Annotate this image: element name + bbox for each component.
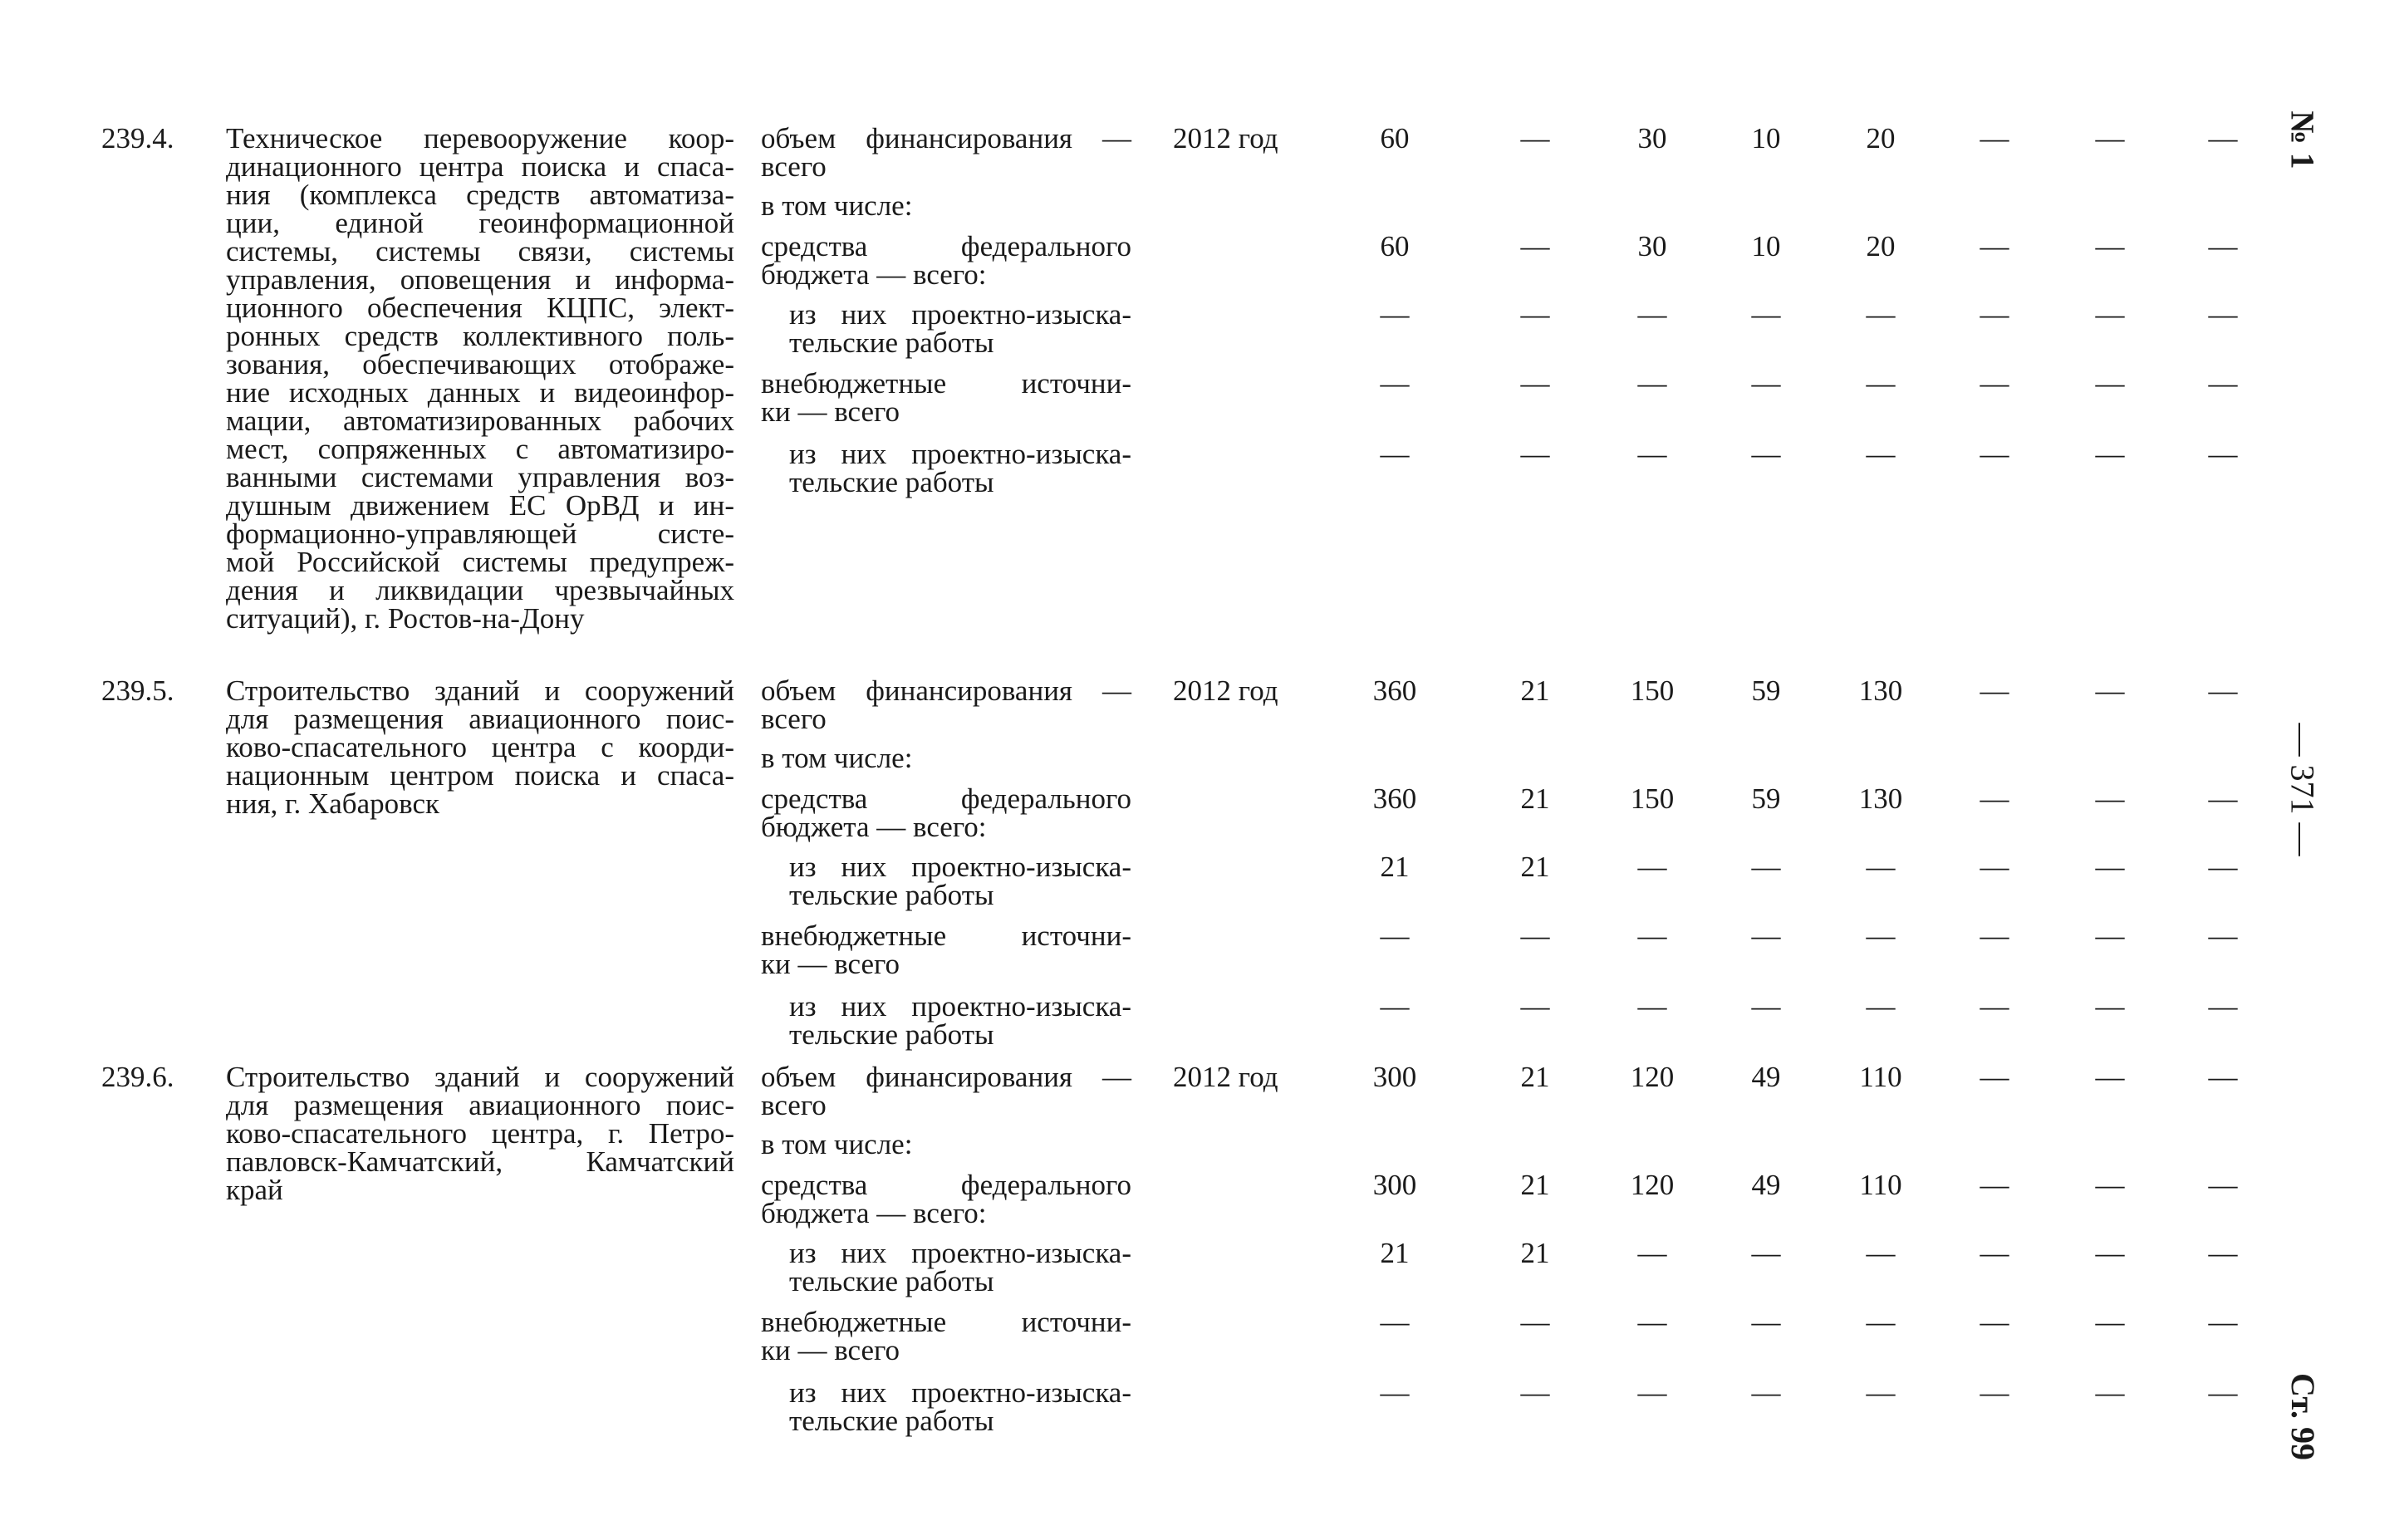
value-cell-c7: — — [2208, 990, 2238, 1023]
value-cell-total: — — [1380, 298, 1410, 331]
value-cell-c4: 110 — [1859, 1169, 1902, 1201]
value-cell-c7: — — [2208, 1169, 2238, 1201]
value-cell-c6: — — [2095, 782, 2125, 815]
value-cell-c3: 59 — [1751, 674, 1781, 707]
value-cell-c2: — — [1637, 1376, 1667, 1409]
description-line: системы, системы связи, системы — [226, 235, 734, 267]
funding-row-label — [789, 853, 1131, 910]
value-cell-c3: — — [1751, 367, 1781, 400]
value-cell-c5: — — [1980, 920, 2009, 952]
value-cell-c7: — — [2208, 438, 2238, 470]
entry-number: 239.4. — [101, 122, 174, 154]
value-cell-c7: — — [2208, 1376, 2238, 1409]
value-cell-c1: 21 — [1520, 851, 1550, 883]
entry-description — [226, 674, 734, 820]
description-line: край — [226, 1174, 283, 1206]
value-cell-c3: — — [1751, 920, 1781, 952]
label-line: ки — всего — [761, 1334, 900, 1366]
label-line: из них проектно-изыска- — [789, 298, 1131, 331]
value-cell-c4: — — [1866, 920, 1896, 952]
value-cell-c7: — — [2208, 367, 2238, 400]
value-cell-total: — — [1380, 990, 1410, 1023]
value-cell-total: 300 — [1372, 1061, 1417, 1093]
value-cell-c1: — — [1520, 1376, 1550, 1409]
value-cell-c2: 120 — [1630, 1061, 1675, 1093]
label-line: ки — всего — [761, 395, 900, 428]
value-cell-c2: — — [1637, 438, 1667, 470]
funding-row-label — [789, 990, 1131, 1051]
value-cell-c3: 10 — [1751, 122, 1781, 154]
description-line: ционного обеспечения КЦПС, элект- — [226, 292, 734, 324]
label-line: бюджета — всего: — [761, 258, 987, 291]
value-cell-c2: — — [1637, 851, 1667, 883]
value-cell-c4: 110 — [1859, 1061, 1902, 1093]
entry-number: 239.6. — [101, 1061, 174, 1093]
value-cell-c1: — — [1520, 122, 1550, 154]
funding-row-label — [761, 674, 1131, 735]
value-cell-c7: — — [2208, 1306, 2238, 1338]
value-cell-c3: — — [1751, 438, 1781, 470]
value-cell-c6: — — [2095, 920, 2125, 952]
description-line: Техническое перевооружение коор- — [226, 122, 734, 154]
label-line: средства федерального — [761, 782, 1131, 815]
label-line: средства федерального — [761, 230, 1131, 262]
value-cell-total: 360 — [1372, 674, 1417, 707]
value-cell-total: 360 — [1372, 782, 1417, 815]
description-line: ситуаций), г. Ростов-на-Дону — [226, 602, 585, 635]
funding-row-label — [761, 744, 1131, 772]
value-cell-c4: 20 — [1866, 230, 1896, 262]
value-cell-c3: — — [1751, 1237, 1781, 1269]
value-cell-c5: — — [1980, 230, 2009, 262]
value-cell-c5: — — [1980, 1237, 2009, 1269]
value-cell-c1: — — [1520, 438, 1550, 470]
description-line: ванными системами управления воз- — [226, 461, 734, 493]
value-cell-c5: — — [1980, 1169, 2009, 1201]
entry-number: 239.5. — [101, 674, 174, 707]
value-cell-c3: — — [1751, 851, 1781, 883]
label-line: из них проектно-изыска- — [789, 851, 1131, 883]
value-cell-c5: — — [1980, 1061, 2009, 1093]
description-line: ронных средств коллективного поль- — [226, 320, 734, 352]
value-cell-c6: — — [2095, 1237, 2125, 1269]
funding-row-label — [761, 1308, 1131, 1365]
value-cell-c6: — — [2095, 438, 2125, 470]
value-cell-c6: — — [2095, 674, 2125, 707]
value-cell-c1: 21 — [1520, 1169, 1550, 1201]
value-cell-c3: — — [1751, 298, 1781, 331]
value-cell-c4: — — [1866, 1237, 1896, 1269]
description-line: национным центром поиска и спаса- — [226, 759, 734, 792]
value-cell-c4: — — [1866, 1306, 1896, 1338]
description-line: Строительство зданий и сооружений — [226, 1061, 734, 1093]
value-cell-c7: — — [2208, 298, 2238, 331]
label-line: бюджета — всего: — [761, 811, 987, 843]
funding-row-label — [789, 1376, 1131, 1437]
value-cell-c6: — — [2095, 1061, 2125, 1093]
value-cell-c7: — — [2208, 851, 2238, 883]
value-cell-c1: 21 — [1520, 782, 1550, 815]
label-line: всего — [761, 703, 827, 735]
funding-row-label — [761, 122, 1131, 183]
value-cell-c6: — — [2095, 1306, 2125, 1338]
value-cell-total: — — [1380, 920, 1410, 952]
value-cell-c6: — — [2095, 230, 2125, 262]
value-cell-c5: — — [1980, 782, 2009, 815]
funding-row-label — [761, 1063, 1131, 1120]
issue-number: № 1 — [2284, 110, 2322, 169]
funding-row-label — [789, 1239, 1131, 1296]
label-line: из них проектно-изыска- — [789, 990, 1131, 1023]
value-cell-total: — — [1380, 1306, 1410, 1338]
value-cell-c1: — — [1520, 230, 1550, 262]
value-cell-c2: — — [1637, 298, 1667, 331]
value-cell-c2: — — [1637, 1306, 1667, 1338]
value-cell-c5: — — [1980, 674, 2009, 707]
value-cell-c2: 150 — [1630, 782, 1675, 815]
value-cell-total: — — [1380, 1376, 1410, 1409]
value-cell-c6: — — [2095, 367, 2125, 400]
label-line: бюджета — всего: — [761, 1197, 987, 1229]
funding-row-label — [789, 298, 1131, 359]
funding-row-label — [761, 189, 1131, 222]
value-cell-c4: — — [1866, 851, 1896, 883]
value-cell-total: — — [1380, 367, 1410, 400]
label-line: в том числе: — [761, 742, 913, 774]
description-line: ние исходных данных и видеоинфор- — [226, 376, 734, 409]
label-line: тельские работы — [789, 326, 994, 359]
funding-row-label — [789, 440, 1131, 497]
description-line: мест, сопряженных с автоматизиро- — [226, 433, 734, 465]
description-line: ния, г. Хабаровск — [226, 787, 439, 820]
description-line: формационно-управляющей систе- — [226, 517, 734, 550]
value-cell-c2: 30 — [1637, 230, 1667, 262]
label-line: из них проектно-изыска- — [789, 1376, 1131, 1409]
value-cell-c6: — — [2095, 1169, 2125, 1201]
label-line: тельские работы — [789, 1405, 994, 1437]
value-cell-c1: 21 — [1520, 1061, 1550, 1093]
label-line: тельские работы — [789, 1018, 994, 1051]
description-line: управления, оповещения и информа- — [226, 263, 734, 296]
label-line: из них проектно-изыска- — [789, 1237, 1131, 1269]
label-line: средства федерального — [761, 1169, 1131, 1201]
value-cell-c7: — — [2208, 782, 2238, 815]
value-cell-c7: — — [2208, 674, 2238, 707]
value-cell-c4: 20 — [1866, 122, 1896, 154]
value-cell-c5: — — [1980, 367, 2009, 400]
funding-row-label — [761, 367, 1131, 428]
value-cell-c3: 59 — [1751, 782, 1781, 815]
year-cell: 2012 год — [1173, 122, 1278, 154]
value-cell-c2: 150 — [1630, 674, 1675, 707]
value-cell-c5: — — [1980, 1306, 2009, 1338]
value-cell-c7: — — [2208, 230, 2238, 262]
entry-description — [226, 122, 734, 635]
value-cell-c1: 21 — [1520, 674, 1550, 707]
value-cell-c6: — — [2095, 1376, 2125, 1409]
label-line: внебюджетные источни- — [761, 367, 1131, 400]
description-line: динационного центра поиска и спаса- — [226, 150, 734, 183]
description-line: душным движением ЕС ОрВД и ин- — [226, 489, 734, 522]
year-cell: 2012 год — [1173, 1061, 1278, 1093]
label-line: в том числе: — [761, 189, 913, 222]
value-cell-c2: — — [1637, 367, 1667, 400]
description-line: зования, обеспечивающих отображе- — [226, 348, 734, 380]
value-cell-c5: — — [1980, 122, 2009, 154]
value-cell-c7: — — [2208, 122, 2238, 154]
value-cell-c1: — — [1520, 367, 1550, 400]
description-line: мой Российской системы предупреж- — [226, 546, 734, 578]
value-cell-c2: — — [1637, 990, 1667, 1023]
value-cell-c6: — — [2095, 990, 2125, 1023]
value-cell-c3: 49 — [1751, 1169, 1781, 1201]
value-cell-total: 60 — [1380, 122, 1410, 154]
value-cell-c4: — — [1866, 367, 1896, 400]
value-cell-c3: — — [1751, 990, 1781, 1023]
value-cell-c5: — — [1980, 298, 2009, 331]
value-cell-c2: 120 — [1630, 1169, 1675, 1201]
value-cell-c5: — — [1980, 1376, 2009, 1409]
description-line: для размещения авиационного поис- — [226, 703, 734, 735]
description-line: ции, единой геоинформационной — [226, 207, 734, 239]
value-cell-c4: — — [1866, 1376, 1896, 1409]
description-line: мации, автоматизированных рабочих — [226, 405, 734, 437]
year-cell: 2012 год — [1173, 674, 1278, 707]
value-cell-total: 60 — [1380, 230, 1410, 262]
label-line: ки — всего — [761, 948, 900, 980]
label-line: внебюджетные источни- — [761, 920, 1131, 952]
value-cell-c4: — — [1866, 990, 1896, 1023]
value-cell-total: — — [1380, 438, 1410, 470]
label-line: тельские работы — [789, 466, 994, 498]
description-line: ково-спасательного центра, г. Петро- — [226, 1117, 734, 1150]
value-cell-c3: — — [1751, 1306, 1781, 1338]
description-line: для размещения авиационного поис- — [226, 1089, 734, 1121]
value-cell-c4: — — [1866, 298, 1896, 331]
label-line: тельские работы — [789, 879, 994, 911]
value-cell-c5: — — [1980, 990, 2009, 1023]
value-cell-c6: — — [2095, 851, 2125, 883]
value-cell-c7: — — [2208, 920, 2238, 952]
description-line: павловск-Камчатский, Камчатский — [226, 1145, 734, 1178]
value-cell-c6: — — [2095, 122, 2125, 154]
label-line: объем финансирования — — [761, 122, 1131, 154]
value-cell-c7: — — [2208, 1237, 2238, 1269]
label-line: из них проектно-изыска- — [789, 438, 1131, 470]
value-cell-c1: — — [1520, 298, 1550, 331]
page-number: — 371 — — [2284, 723, 2322, 856]
value-cell-c1: — — [1520, 920, 1550, 952]
value-cell-c4: 130 — [1858, 674, 1903, 707]
value-cell-c2: — — [1637, 1237, 1667, 1269]
funding-row-label — [761, 230, 1131, 291]
value-cell-c3: 10 — [1751, 230, 1781, 262]
value-cell-total: 21 — [1380, 1237, 1410, 1269]
entry-description — [226, 1063, 734, 1204]
description-line: дения и ликвидации чрезвычайных — [226, 574, 734, 606]
value-cell-c1: — — [1520, 990, 1550, 1023]
label-line: объем финансирования — — [761, 674, 1131, 707]
label-line: внебюджетные источни- — [761, 1306, 1131, 1338]
value-cell-c6: — — [2095, 298, 2125, 331]
funding-row-label — [761, 1171, 1131, 1228]
description-line: Строительство зданий и сооружений — [226, 674, 734, 707]
value-cell-c1: — — [1520, 1306, 1550, 1338]
funding-row-label — [761, 1130, 1131, 1159]
value-cell-c4: 130 — [1858, 782, 1903, 815]
value-cell-c3: 49 — [1751, 1061, 1781, 1093]
value-cell-c5: — — [1980, 438, 2009, 470]
funding-row-label — [761, 922, 1131, 978]
value-cell-c2: 30 — [1637, 122, 1667, 154]
article-number: Ст. 99 — [2284, 1372, 2322, 1460]
label-line: в том числе: — [761, 1128, 913, 1160]
value-cell-c1: 21 — [1520, 1237, 1550, 1269]
value-cell-total: 300 — [1372, 1169, 1417, 1201]
label-line: всего — [761, 1089, 827, 1121]
description-line: ния (комплекса средств автоматиза- — [226, 179, 734, 211]
value-cell-c7: — — [2208, 1061, 2238, 1093]
value-cell-c5: — — [1980, 851, 2009, 883]
value-cell-total: 21 — [1380, 851, 1410, 883]
funding-row-label — [761, 782, 1131, 843]
value-cell-c3: — — [1751, 1376, 1781, 1409]
value-cell-c2: — — [1637, 920, 1667, 952]
label-line: тельские работы — [789, 1265, 994, 1297]
description-line: ково-спасательного центра с коорди- — [226, 731, 734, 763]
label-line: объем финансирования — — [761, 1061, 1131, 1093]
value-cell-c4: — — [1866, 438, 1896, 470]
label-line: всего — [761, 150, 827, 183]
